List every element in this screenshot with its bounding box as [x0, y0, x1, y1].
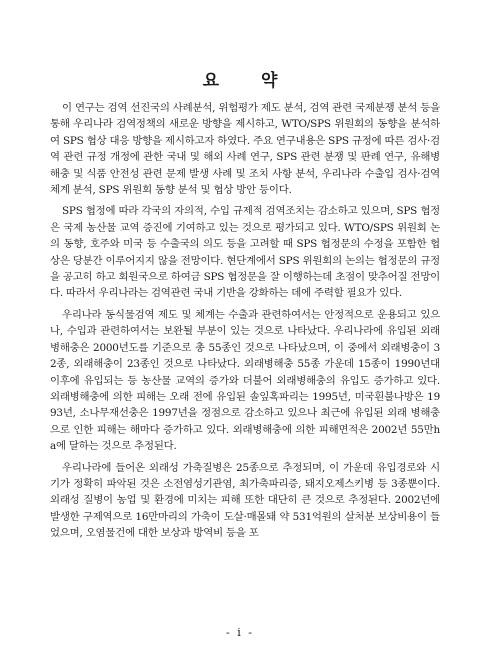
page-title: 요 약: [202, 71, 296, 91]
page-number: - i -: [226, 626, 254, 639]
paragraph-3: 우리나라 동식물검역 제도 및 체계는 수출과 관련하여서는 안정적으로 운용되고 있으나, 수입과 관련하여서는 보완될 부분이 있는 것으로 나타났다. 우리나라에 유입된 외래병해충은 2000년도를 기준으로 총 55종인 것으로 나타났으며, 이 중에서 외래병충이 32종, 외래해충이 23종인 것으로 나타났다. 외래병해충 55종 가운데 15종이 1990년대 이후에 유입되는 등 농산물 교역의 증가와 더불어 외래병해충의 유입도 증가하고 있다. 외래병해충에 의한 피해는 오래 전에 유입된 솔잎혹파리는 1995년, 미국흰불나방은 1993년, 소나무재선충은 1997년을 정점으로 감소하고 있으나 최근에 유입된 외래 병해충으로 인한 피해는 해마다 증가하고 있다. 외래병해충에 의한 피해면적은 2002년 55만ha에 달하는 것으로 추정된다.: [50, 308, 440, 453]
paragraph-4: 우리나라에 들어온 외래성 가축질병은 25종으로 추정되며, 이 가운데 유입경로와 시기가 정확히 파악된 것은 소전염성기관염, 최가축파리증, 돼지오제스키병 등 3종뿐이다. 외래성 질병이 농업 및 환경에 미치는 피해 또한 대단히 큰 것으로 추정된다. 2002년에 발생한 구제역으로 16만마리의 가축이 도살·매몰돼 약 531억원의 살처분 보상비용이 들었으며, 오염물건에 대한 보상과 방역비 등을 포: [50, 461, 440, 540]
summary-body: [50, 100, 440, 545]
paragraph-2: SPS 협정에 따라 각국의 자의적, 수입 규제적 검역조치는 감소하고 있으며, SPS 협정은 국제 농산물 교역 증진에 기여하고 있는 것으로 평가되고 있다. WTO/SPS 위원회 논의 동향, 호주와 미국 등 수출국의 의도 등을 고려할 때 SPS 협정문의 수정을 포함한 협상은 당분간 이루어지지 않을 전망이다. 현단계에서 SPS 위원회의 논의는 협정문의 규정을 공고히 하고 회원국으로 하여금 SPS 협정문을 잘 이행하는데 초점이 맞추어질 전망이다. 따라서 우리나라는 검역관련 국내 기반을 강화하는 데에 주력할 필요가 있다.: [50, 205, 440, 300]
paragraph-1: 이 연구는 검역 선진국의 사례분석, 위험평가 제도 분석, 검역 관련 국제분쟁 분석 등을 통해 우리나라 검역정책의 새로운 방향을 제시하고, WTO/SPS 위원회의 동향을 분석하여 SPS 협상 대응 방향을 제시하고자 하였다. 주요 연구내용은 SPS 규정에 따른 검사·검역 관련 규정 개정에 관한 국내 및 해외 사례 연구, SPS 관련 분쟁 및 판례 연구, 유해병해충 및 식품 안전성 관련 문제 발생 사례 및 조치 사항 분석, 우리나라 수출입 검사·검역 체계 분석, SPS 위원회 동향 분석 및 협상 방안 등이다.: [50, 102, 440, 197]
